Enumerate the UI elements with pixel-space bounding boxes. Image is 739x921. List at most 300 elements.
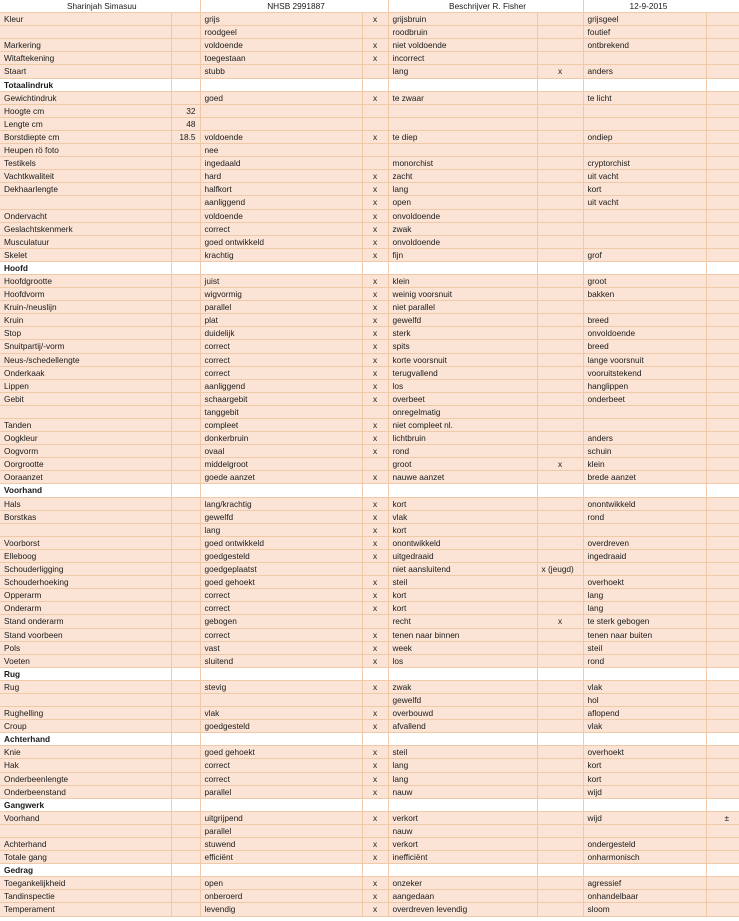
- option-1-cell: stubb: [200, 65, 362, 78]
- criterion-row: [0, 589, 739, 602]
- option-1-cell: sluitend: [200, 654, 362, 667]
- mark-1-cell: x: [362, 890, 388, 903]
- option-1-cell: voldoende: [200, 130, 362, 143]
- criterion-cell: Ondervacht: [0, 209, 171, 222]
- note-cell: [706, 432, 739, 445]
- option-1-cell: aanliggend: [200, 379, 362, 392]
- option-1-cell: correct: [200, 772, 362, 785]
- section-empty-cell: [537, 78, 583, 91]
- mark-2-cell: [537, 890, 583, 903]
- mark-2-cell: [537, 183, 583, 196]
- note-cell: [706, 707, 739, 720]
- section-heading-row: [0, 667, 739, 680]
- section-empty-cell: [706, 864, 739, 877]
- option-2-cell: nauwe aanzet: [388, 471, 537, 484]
- mark-1-cell: [362, 824, 388, 837]
- option-2-cell: roodbruin: [388, 26, 537, 39]
- option-1-cell: wigvormig: [200, 288, 362, 301]
- option-3-cell: breed: [583, 340, 706, 353]
- criterion-row: [0, 117, 739, 130]
- option-3-cell: klein: [583, 458, 706, 471]
- mark-1-cell: x: [362, 903, 388, 916]
- mark-2-cell: [537, 851, 583, 864]
- section-empty-cell: [362, 798, 388, 811]
- option-2-cell: niet aansluitend: [388, 563, 537, 576]
- option-1-cell: goede aanzet: [200, 471, 362, 484]
- measurement-cell: [171, 471, 200, 484]
- option-1-cell: stuwend: [200, 838, 362, 851]
- option-1-cell: grijs: [200, 13, 362, 26]
- mark-1-cell: x: [362, 248, 388, 261]
- option-3-cell: sloom: [583, 903, 706, 916]
- section-heading-row: [0, 798, 739, 811]
- criterion-cell: Ooraanzet: [0, 471, 171, 484]
- measurement-cell: [171, 549, 200, 562]
- option-1-cell: lang/krachtig: [200, 497, 362, 510]
- mark-1-cell: x: [362, 235, 388, 248]
- section-title: Achterhand: [0, 733, 171, 746]
- section-empty-cell: [171, 261, 200, 274]
- mark-2-cell: [537, 353, 583, 366]
- option-1-cell: correct: [200, 759, 362, 772]
- mark-1-cell: x: [362, 851, 388, 864]
- section-empty-cell: [388, 733, 537, 746]
- option-1-cell: stevig: [200, 680, 362, 693]
- option-2-cell: te zwaar: [388, 91, 537, 104]
- option-2-cell: zwak: [388, 222, 537, 235]
- criterion-row: [0, 903, 739, 916]
- measurement-cell: [171, 301, 200, 314]
- mark-2-cell: [537, 301, 583, 314]
- criterion-row: [0, 654, 739, 667]
- mark-2-cell: [537, 838, 583, 851]
- option-2-cell: onontwikkeld: [388, 536, 537, 549]
- criterion-row: [0, 824, 739, 837]
- section-heading-row: [0, 733, 739, 746]
- mark-2-cell: [537, 39, 583, 52]
- criterion-row: [0, 222, 739, 235]
- measurement-cell: [171, 458, 200, 471]
- mark-1-cell: x: [362, 746, 388, 759]
- mark-1-cell: x: [362, 130, 388, 143]
- section-empty-cell: [583, 798, 706, 811]
- option-3-cell: [583, 209, 706, 222]
- mark-2-cell: [537, 523, 583, 536]
- mark-2-cell: [537, 52, 583, 65]
- measurement-cell: [171, 419, 200, 432]
- option-3-cell: onvoldoende: [583, 327, 706, 340]
- mark-1-cell: x: [362, 759, 388, 772]
- criterion-cell: Achterhand: [0, 838, 171, 851]
- option-2-cell: recht: [388, 615, 537, 628]
- note-cell: [706, 144, 739, 157]
- mark-1-cell: x: [362, 641, 388, 654]
- section-empty-cell: [583, 78, 706, 91]
- note-cell: [706, 510, 739, 523]
- criterion-row: [0, 746, 739, 759]
- section-empty-cell: [583, 733, 706, 746]
- mark-1-cell: [362, 405, 388, 418]
- option-2-cell: steil: [388, 746, 537, 759]
- criterion-cell: Onderbeenstand: [0, 785, 171, 798]
- option-1-cell: goedgesteld: [200, 549, 362, 562]
- criterion-row: [0, 52, 739, 65]
- section-empty-cell: [706, 484, 739, 497]
- criterion-cell: Staart: [0, 65, 171, 78]
- section-empty-cell: [583, 864, 706, 877]
- note-cell: [706, 196, 739, 209]
- note-cell: [706, 523, 739, 536]
- mark-2-cell: [537, 419, 583, 432]
- section-empty-cell: [200, 667, 362, 680]
- mark-1-cell: x: [362, 838, 388, 851]
- criterion-row: [0, 707, 739, 720]
- mark-2-cell: x (jeugd): [537, 563, 583, 576]
- measurement-cell: [171, 641, 200, 654]
- mark-1-cell: x: [362, 183, 388, 196]
- mark-1-cell: x: [362, 196, 388, 209]
- section-empty-cell: [362, 78, 388, 91]
- measurement-cell: [171, 26, 200, 39]
- option-3-cell: [583, 104, 706, 117]
- option-1-cell: correct: [200, 589, 362, 602]
- note-cell: [706, 471, 739, 484]
- option-2-cell: nauw: [388, 824, 537, 837]
- option-1-cell: lang: [200, 523, 362, 536]
- option-1-cell: juist: [200, 274, 362, 287]
- measurement-cell: [171, 196, 200, 209]
- measurement-cell: [171, 445, 200, 458]
- criterion-cell: Tandinspectie: [0, 890, 171, 903]
- mark-2-cell: x: [537, 615, 583, 628]
- criterion-row: [0, 523, 739, 536]
- option-2-cell: verkort: [388, 838, 537, 851]
- criterion-cell: Witaftekening: [0, 52, 171, 65]
- measurement-cell: [171, 366, 200, 379]
- mark-1-cell: [362, 693, 388, 706]
- option-2-cell: onvoldoende: [388, 235, 537, 248]
- option-1-cell: [200, 117, 362, 130]
- option-2-cell: niet voldoende: [388, 39, 537, 52]
- note-cell: [706, 693, 739, 706]
- criterion-cell: Markering: [0, 39, 171, 52]
- option-3-cell: wijd: [583, 811, 706, 824]
- option-3-cell: groot: [583, 274, 706, 287]
- criterion-cell: Hak: [0, 759, 171, 772]
- criterion-cell: Onderkaak: [0, 366, 171, 379]
- note-cell: [706, 39, 739, 52]
- option-3-cell: vlak: [583, 720, 706, 733]
- criterion-row: [0, 497, 739, 510]
- criterion-cell: Oogvorm: [0, 445, 171, 458]
- note-cell: [706, 628, 739, 641]
- note-cell: [706, 26, 739, 39]
- option-1-cell: goed gehoekt: [200, 576, 362, 589]
- note-cell: [706, 785, 739, 798]
- criterion-cell: Lengte cm: [0, 117, 171, 130]
- option-3-cell: kort: [583, 759, 706, 772]
- criterion-cell: Schouderhoeking: [0, 576, 171, 589]
- option-2-cell: vlak: [388, 510, 537, 523]
- mark-1-cell: [362, 26, 388, 39]
- criterion-row: [0, 170, 739, 183]
- mark-1-cell: [362, 104, 388, 117]
- criterion-cell: Temperament: [0, 903, 171, 916]
- mark-2-cell: [537, 772, 583, 785]
- criterion-cell: Testikels: [0, 157, 171, 170]
- mark-1-cell: x: [362, 536, 388, 549]
- measurement-cell: [171, 157, 200, 170]
- section-empty-cell: [706, 78, 739, 91]
- section-empty-cell: [200, 733, 362, 746]
- criterion-row: [0, 91, 739, 104]
- option-3-cell: uit vacht: [583, 196, 706, 209]
- criterion-cell: Tanden: [0, 419, 171, 432]
- measurement-cell: [171, 314, 200, 327]
- option-3-cell: anders: [583, 432, 706, 445]
- measurement-cell: [171, 654, 200, 667]
- criterion-row: [0, 628, 739, 641]
- mark-2-cell: [537, 170, 583, 183]
- measurement-cell: 18.5: [171, 130, 200, 143]
- option-2-cell: overbeet: [388, 392, 537, 405]
- option-2-cell: weinig voorsnuit: [388, 288, 537, 301]
- option-1-cell: middelgroot: [200, 458, 362, 471]
- mark-1-cell: x: [362, 39, 388, 52]
- measurement-cell: [171, 877, 200, 890]
- measurement-cell: [171, 392, 200, 405]
- option-2-cell: los: [388, 379, 537, 392]
- option-3-cell: ondiep: [583, 130, 706, 143]
- mark-1-cell: x: [362, 680, 388, 693]
- note-cell: [706, 680, 739, 693]
- section-heading-row: [0, 864, 739, 877]
- measurement-cell: [171, 903, 200, 916]
- option-1-cell: roodgeel: [200, 26, 362, 39]
- mark-2-cell: [537, 589, 583, 602]
- option-1-cell: goedgeplaatst: [200, 563, 362, 576]
- option-1-cell: efficiënt: [200, 851, 362, 864]
- option-3-cell: vlak: [583, 680, 706, 693]
- note-cell: [706, 379, 739, 392]
- criterion-row: [0, 157, 739, 170]
- judge-name: Beschrijver R. Fisher: [388, 0, 583, 13]
- mark-1-cell: x: [362, 301, 388, 314]
- option-3-cell: schuin: [583, 445, 706, 458]
- mark-2-cell: [537, 340, 583, 353]
- option-2-cell: kort: [388, 523, 537, 536]
- criterion-cell: Gewichtindruk: [0, 91, 171, 104]
- option-1-cell: goed ontwikkeld: [200, 235, 362, 248]
- mark-1-cell: x: [362, 497, 388, 510]
- section-empty-cell: [537, 864, 583, 877]
- option-1-cell: aanliggend: [200, 196, 362, 209]
- option-1-cell: levendig: [200, 903, 362, 916]
- measurement-cell: [171, 379, 200, 392]
- registration-number: NHSB 2991887: [200, 0, 388, 13]
- option-2-cell: verkort: [388, 811, 537, 824]
- criterion-cell: Dekhaarlengte: [0, 183, 171, 196]
- criterion-row: [0, 65, 739, 78]
- option-2-cell: lang: [388, 772, 537, 785]
- option-1-cell: gewelfd: [200, 510, 362, 523]
- mark-2-cell: [537, 144, 583, 157]
- section-empty-cell: [537, 667, 583, 680]
- criterion-cell: Stand voorbeen: [0, 628, 171, 641]
- criterion-row: [0, 759, 739, 772]
- note-cell: [706, 327, 739, 340]
- measurement-cell: [171, 222, 200, 235]
- option-2-cell: terugvallend: [388, 366, 537, 379]
- option-3-cell: rond: [583, 510, 706, 523]
- section-empty-cell: [200, 864, 362, 877]
- criterion-row: [0, 785, 739, 798]
- option-3-cell: te licht: [583, 91, 706, 104]
- header-row: [0, 0, 739, 13]
- measurement-cell: [171, 327, 200, 340]
- mark-1-cell: x: [362, 877, 388, 890]
- option-1-cell: halfkort: [200, 183, 362, 196]
- option-2-cell: onzeker: [388, 877, 537, 890]
- option-3-cell: [583, 301, 706, 314]
- section-empty-cell: [362, 733, 388, 746]
- option-1-cell: ingedaald: [200, 157, 362, 170]
- option-1-cell: goed ontwikkeld: [200, 536, 362, 549]
- option-2-cell: kort: [388, 589, 537, 602]
- option-2-cell: afvallend: [388, 720, 537, 733]
- mark-2-cell: [537, 130, 583, 143]
- option-3-cell: [583, 144, 706, 157]
- note-cell: [706, 104, 739, 117]
- mark-1-cell: x: [362, 772, 388, 785]
- option-2-cell: lang: [388, 759, 537, 772]
- section-empty-cell: [706, 667, 739, 680]
- measurement-cell: [171, 170, 200, 183]
- note-cell: [706, 235, 739, 248]
- option-3-cell: overhoekt: [583, 576, 706, 589]
- measurement-cell: [171, 759, 200, 772]
- mark-2-cell: [537, 26, 583, 39]
- option-3-cell: ingedraaid: [583, 549, 706, 562]
- measurement-cell: [171, 811, 200, 824]
- criterion-cell: Voorborst: [0, 536, 171, 549]
- mark-2-cell: [537, 117, 583, 130]
- criterion-cell: Rughelling: [0, 707, 171, 720]
- option-2-cell: inefficiënt: [388, 851, 537, 864]
- option-1-cell: correct: [200, 340, 362, 353]
- option-3-cell: kort: [583, 772, 706, 785]
- option-3-cell: [583, 563, 706, 576]
- mark-1-cell: x: [362, 209, 388, 222]
- option-1-cell: voldoende: [200, 209, 362, 222]
- evaluation-date: 12-9-2015: [583, 0, 739, 13]
- mark-2-cell: [537, 576, 583, 589]
- measurement-cell: [171, 589, 200, 602]
- measurement-cell: [171, 340, 200, 353]
- criterion-cell: [0, 405, 171, 418]
- option-3-cell: lang: [583, 602, 706, 615]
- option-2-cell: grijsbruin: [388, 13, 537, 26]
- option-2-cell: overbouwd: [388, 707, 537, 720]
- mark-2-cell: [537, 432, 583, 445]
- criterion-cell: [0, 523, 171, 536]
- section-empty-cell: [171, 733, 200, 746]
- mark-1-cell: x: [362, 379, 388, 392]
- note-cell: [706, 222, 739, 235]
- note-cell: [706, 746, 739, 759]
- criterion-cell: Gebit: [0, 392, 171, 405]
- mark-2-cell: [537, 903, 583, 916]
- mark-1-cell: x: [362, 222, 388, 235]
- option-2-cell: gewelfd: [388, 314, 537, 327]
- option-3-cell: bakken: [583, 288, 706, 301]
- option-2-cell: rond: [388, 445, 537, 458]
- measurement-cell: [171, 576, 200, 589]
- mark-1-cell: x: [362, 811, 388, 824]
- note-cell: [706, 117, 739, 130]
- option-3-cell: brede aanzet: [583, 471, 706, 484]
- option-3-cell: hanglippen: [583, 379, 706, 392]
- criterion-row: [0, 353, 739, 366]
- mark-1-cell: x: [362, 170, 388, 183]
- option-1-cell: correct: [200, 353, 362, 366]
- criterion-row: [0, 563, 739, 576]
- section-empty-cell: [388, 261, 537, 274]
- measurement-cell: [171, 91, 200, 104]
- criterion-cell: Hoogte cm: [0, 104, 171, 117]
- mark-2-cell: [537, 877, 583, 890]
- note-cell: [706, 209, 739, 222]
- mark-2-cell: [537, 209, 583, 222]
- mark-2-cell: x: [537, 65, 583, 78]
- section-empty-cell: [583, 484, 706, 497]
- criterion-row: [0, 235, 739, 248]
- option-2-cell: spits: [388, 340, 537, 353]
- criterion-row: [0, 851, 739, 864]
- mark-1-cell: x: [362, 52, 388, 65]
- mark-1-cell: x: [362, 392, 388, 405]
- mark-2-cell: [537, 222, 583, 235]
- option-2-cell: incorrect: [388, 52, 537, 65]
- criterion-cell: Snuitpartij/-vorm: [0, 340, 171, 353]
- criterion-row: [0, 26, 739, 39]
- note-cell: [706, 353, 739, 366]
- mark-1-cell: x: [362, 419, 388, 432]
- mark-1-cell: x: [362, 654, 388, 667]
- measurement-cell: 48: [171, 117, 200, 130]
- measurement-cell: [171, 563, 200, 576]
- mark-2-cell: [537, 693, 583, 706]
- criterion-row: [0, 288, 739, 301]
- criterion-cell: Elleboog: [0, 549, 171, 562]
- option-3-cell: uit vacht: [583, 170, 706, 183]
- criterion-cell: Oogkleur: [0, 432, 171, 445]
- note-cell: [706, 563, 739, 576]
- option-1-cell: toegestaan: [200, 52, 362, 65]
- measurement-cell: [171, 720, 200, 733]
- option-3-cell: overdreven: [583, 536, 706, 549]
- section-empty-cell: [388, 484, 537, 497]
- mark-1-cell: x: [362, 628, 388, 641]
- criterion-row: [0, 445, 739, 458]
- note-cell: [706, 288, 739, 301]
- note-cell: [706, 615, 739, 628]
- note-cell: [706, 65, 739, 78]
- criterion-cell: Vachtkwaliteit: [0, 170, 171, 183]
- option-3-cell: grijsgeel: [583, 13, 706, 26]
- measurement-cell: [171, 890, 200, 903]
- option-3-cell: kort: [583, 183, 706, 196]
